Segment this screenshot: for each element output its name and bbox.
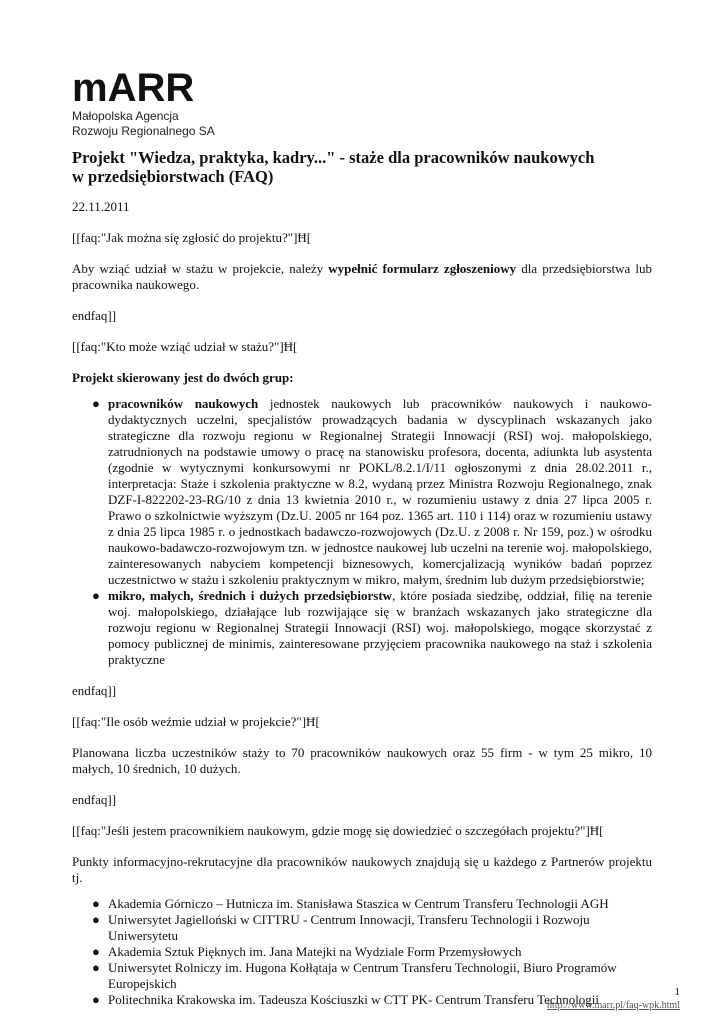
bullet-icon: ●: [92, 992, 100, 1007]
logo-line-2: Rozwoju Regionalnego SA: [72, 124, 215, 138]
bullet-icon: ●: [92, 912, 100, 927]
footer-url-link[interactable]: http://www.marr.pl/faq-wpk.html: [547, 1000, 680, 1011]
list-item: ● Uniwersytet Jagielloński w CITTRU - Centrum Innowacji, Transferu Technologii i Rozwoju Uniwersytetu: [92, 912, 590, 943]
logo-line-1: Małopolska Agencja: [72, 109, 179, 123]
page-number: 1: [674, 986, 680, 998]
date: 22.11.2011: [72, 199, 130, 214]
faq4-open: [[faq:"Jeśli jestem pracownikiem naukowym, gdzie mogę się dowiedzieć o szczegółach projektu?"]Ħ[: [72, 823, 604, 838]
logo-wordmark: mARR: [72, 68, 195, 108]
bullet-icon: ●: [92, 960, 100, 975]
faq2-end: endfaq]]: [72, 683, 117, 698]
faq1-end: endfaq]]: [72, 308, 117, 323]
marr-logo: [72, 60, 652, 140]
list-item: ● mikro, małych, średnich i dużych przedsiębiorstw, które posiada siedzibę, oddział, filię na terenie woj. małopolskiego, działające lub rozwijające się w branżach wskazanych jako strategiczne dla rozwoju regionu w Regionalnej Strategii Innowacji (RSI) woj. małopolskiego, mogące skorzystać z pomocy publicznej de minimis, zainteresowane przyjęciem pracownika naukowego na staż i szkolenia praktyczne: [92, 588, 652, 667]
list-item: ● pracowników naukowych jednostek naukowych lub pracowników naukowych i naukowo-dydaktycznych uczelni, specjalistów prowadzących badania w dyscyplinach wskazanych jako strategiczne dla rozwoju regionu w Regionalnej Strategii Innowacji (RSI) woj. małopolskiego, zatrudnionych na podstawie umowy o pracę na stanowisku profesora, docenta, adiunkta lub asystenta (zgodnie w wytycznymi konkursowymi nr POKL/8.2.1/I/11 ogłoszonymi z dnia 28.02.2011 r., interpretacja: Staże i szkolenia praktyczne w 8.2, wydaną przez Ministra Rozwoju Regionalnego, znak DZF-I-822202-23-RG/10 z dnia 13 kwietnia 2010 r., w rozumieniu ustawy z dnia 27 lipca 2005 r. Prawo o szkolnictwie wyższym (Dz.U. 2005 nr 164 poz. 1365 art. 110 i 114) oraz w rozumieniu ustawy z dnia 25 lipca 1985 r. o jednostkach badawczo-rozwojowych (Dz.U. z 2008 r. Nr 159, poz.) w ośrodku naukowo-badawczo-rozwojowym tzn. w jednostce naukowej lub uczelni na terenie woj. małopolskiego, zainteresowanych nabyciem kompetencji biznesowych, komercjalizacją wyników badań poprzez uczestnictwo w stażu i szkoleniu praktycznym w mikro, małym, średnim lub dużym przedsiębiorstwie;: [92, 396, 652, 587]
marr-logo-icon: [72, 68, 200, 108]
list-item: ● Akademia Sztuk Pięknych im. Jana Matejki na Wydziale Form Przemysłowych: [92, 944, 522, 959]
faq3-end: endfaq]]: [72, 792, 117, 807]
faq2-open: [[faq:"Kto może wziąć udział w stażu?"]Ħ[: [72, 339, 298, 354]
bullet-icon: ●: [92, 396, 100, 411]
faq3-answer: Planowana liczba uczestników staży to 70 pracowników naukowych oraz 55 firm - w tym 25 mikro, 10 małych, 10 średnich, 10 dużych.: [72, 745, 652, 776]
faq1-answer: Aby wziąć udział w stażu w projekcie, należy wypełnić formularz zgłoszeniowy dla przedsiębiorstwa lub pracownika naukowego.: [72, 261, 653, 292]
list-item: ● Akademia Górniczo – Hutnicza im. Stanisława Staszica w Centrum Transferu Technologii AGH: [92, 896, 609, 911]
document-page: [72, 60, 652, 1008]
groups-list: [72, 396, 652, 668]
faq3-open: [[faq:"Ile osób weźmie udział w projekcie?"]Ħ[: [72, 714, 320, 729]
bullet-icon: ●: [92, 896, 100, 911]
form-link[interactable]: wypełnić formularz zgłoszeniowy: [328, 261, 517, 276]
bullet-icon: ●: [92, 944, 100, 959]
bullet-icon: ●: [92, 588, 100, 603]
faq2-heading: Projekt skierowany jest do dwóch grup:: [72, 370, 294, 385]
list-item: ● Politechnika Krakowska im. Tadeusza Kościuszki w CTT PK- Centrum Transferu Technologii: [92, 992, 600, 1007]
page-title: Projekt "Wiedza, praktyka, kadry..." - staże dla pracowników naukowych w przedsiębiorstwach (FAQ): [72, 148, 595, 186]
faq1-open: [[faq:"Jak można się zgłosić do projektu?"]Ħ[: [72, 230, 312, 245]
partners-list: [72, 896, 652, 1008]
list-item: ● Uniwersytet Rolniczy im. Hugona Kołłątaja w Centrum Transferu Technologii, Biuro Programów Europejskich: [92, 960, 617, 991]
faq4-answer: Punkty informacyjno-rekrutacyjne dla pracowników naukowych znajdują się u każdego z Partnerów projektu tj.: [72, 854, 652, 885]
